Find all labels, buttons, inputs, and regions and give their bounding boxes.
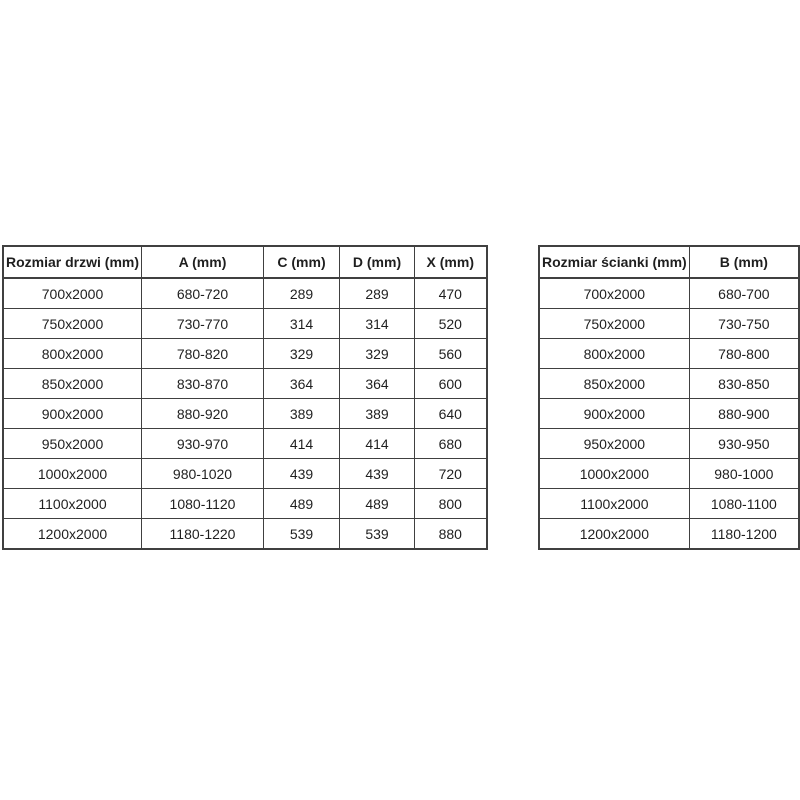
table-cell: 329 [340, 339, 415, 369]
table-row [3, 339, 487, 369]
table-cell: 730-770 [142, 309, 264, 339]
table-cell: 314 [340, 309, 415, 339]
table-cell: 1000x2000 [3, 459, 142, 489]
table-cell: 880-900 [689, 399, 799, 429]
table-cell: 1200x2000 [3, 519, 142, 550]
table-cell: 850x2000 [3, 369, 142, 399]
table-cell: 539 [340, 519, 415, 550]
column-header: A (mm) [142, 246, 264, 278]
table-cell: 520 [415, 309, 487, 339]
table-header [3, 246, 487, 278]
table-row [539, 399, 799, 429]
table-cell: 1080-1120 [142, 489, 264, 519]
table-cell: 289 [264, 278, 340, 309]
table-row [3, 429, 487, 459]
table-cell: 980-1000 [689, 459, 799, 489]
table-cell: 329 [264, 339, 340, 369]
table-cell: 470 [415, 278, 487, 309]
table-cell: 800 [415, 489, 487, 519]
column-header: C (mm) [264, 246, 340, 278]
table-cell: 600 [415, 369, 487, 399]
table-cell: 950x2000 [539, 429, 689, 459]
table-cell: 800x2000 [3, 339, 142, 369]
table-cell: 560 [415, 339, 487, 369]
table-cell: 389 [264, 399, 340, 429]
table-cell: 750x2000 [539, 309, 689, 339]
table-cell: 1000x2000 [539, 459, 689, 489]
table-cell: 289 [340, 278, 415, 309]
table-cell: 800x2000 [539, 339, 689, 369]
table-row [539, 429, 799, 459]
table-row [539, 309, 799, 339]
table-row [539, 339, 799, 369]
table-row [3, 399, 487, 429]
table-cell: 830-870 [142, 369, 264, 399]
table-header [539, 246, 799, 278]
table-row [539, 278, 799, 309]
table-row [539, 369, 799, 399]
table-cell: 1100x2000 [3, 489, 142, 519]
table-cell: 1080-1100 [689, 489, 799, 519]
table-cell: 489 [340, 489, 415, 519]
column-header: D (mm) [340, 246, 415, 278]
table-cell: 414 [264, 429, 340, 459]
table-row [3, 369, 487, 399]
table-cell: 950x2000 [3, 429, 142, 459]
table-row [3, 459, 487, 489]
table-cell: 980-1020 [142, 459, 264, 489]
table-cell: 489 [264, 489, 340, 519]
table-row [539, 489, 799, 519]
table-cell: 700x2000 [539, 278, 689, 309]
table-cell: 930-950 [689, 429, 799, 459]
table-cell: 364 [340, 369, 415, 399]
table-cell: 750x2000 [3, 309, 142, 339]
table-row [3, 489, 487, 519]
column-header: X (mm) [415, 246, 487, 278]
table-cell: 1180-1200 [689, 519, 799, 550]
table-cell: 680-720 [142, 278, 264, 309]
table-cell: 880 [415, 519, 487, 550]
table-cell: 700x2000 [3, 278, 142, 309]
table-body [539, 278, 799, 549]
table-cell: 880-920 [142, 399, 264, 429]
wall-sizes-table [538, 245, 800, 550]
table-cell: 780-800 [689, 339, 799, 369]
table-cell: 314 [264, 309, 340, 339]
table-row [539, 519, 799, 550]
table-cell: 364 [264, 369, 340, 399]
table-body [3, 278, 487, 549]
table-row [539, 459, 799, 489]
table-row [3, 309, 487, 339]
header-row [3, 246, 487, 278]
table-cell: 439 [264, 459, 340, 489]
door-sizes-table [2, 245, 488, 550]
table-cell: 850x2000 [539, 369, 689, 399]
column-header: Rozmiar drzwi (mm) [3, 246, 142, 278]
table-cell: 930-970 [142, 429, 264, 459]
table-cell: 780-820 [142, 339, 264, 369]
table-cell: 640 [415, 399, 487, 429]
table-cell: 414 [340, 429, 415, 459]
table-cell: 539 [264, 519, 340, 550]
header-row [539, 246, 799, 278]
table-cell: 680-700 [689, 278, 799, 309]
table-cell: 900x2000 [3, 399, 142, 429]
table-cell: 1200x2000 [539, 519, 689, 550]
column-header: Rozmiar ścianki (mm) [539, 246, 689, 278]
table-row [3, 519, 487, 550]
table-row [3, 278, 487, 309]
table-cell: 680 [415, 429, 487, 459]
table-cell: 900x2000 [539, 399, 689, 429]
column-header: B (mm) [689, 246, 799, 278]
table-cell: 720 [415, 459, 487, 489]
table-cell: 730-750 [689, 309, 799, 339]
table-cell: 439 [340, 459, 415, 489]
table-cell: 830-850 [689, 369, 799, 399]
table-cell: 1180-1220 [142, 519, 264, 550]
table-cell: 389 [340, 399, 415, 429]
table-cell: 1100x2000 [539, 489, 689, 519]
